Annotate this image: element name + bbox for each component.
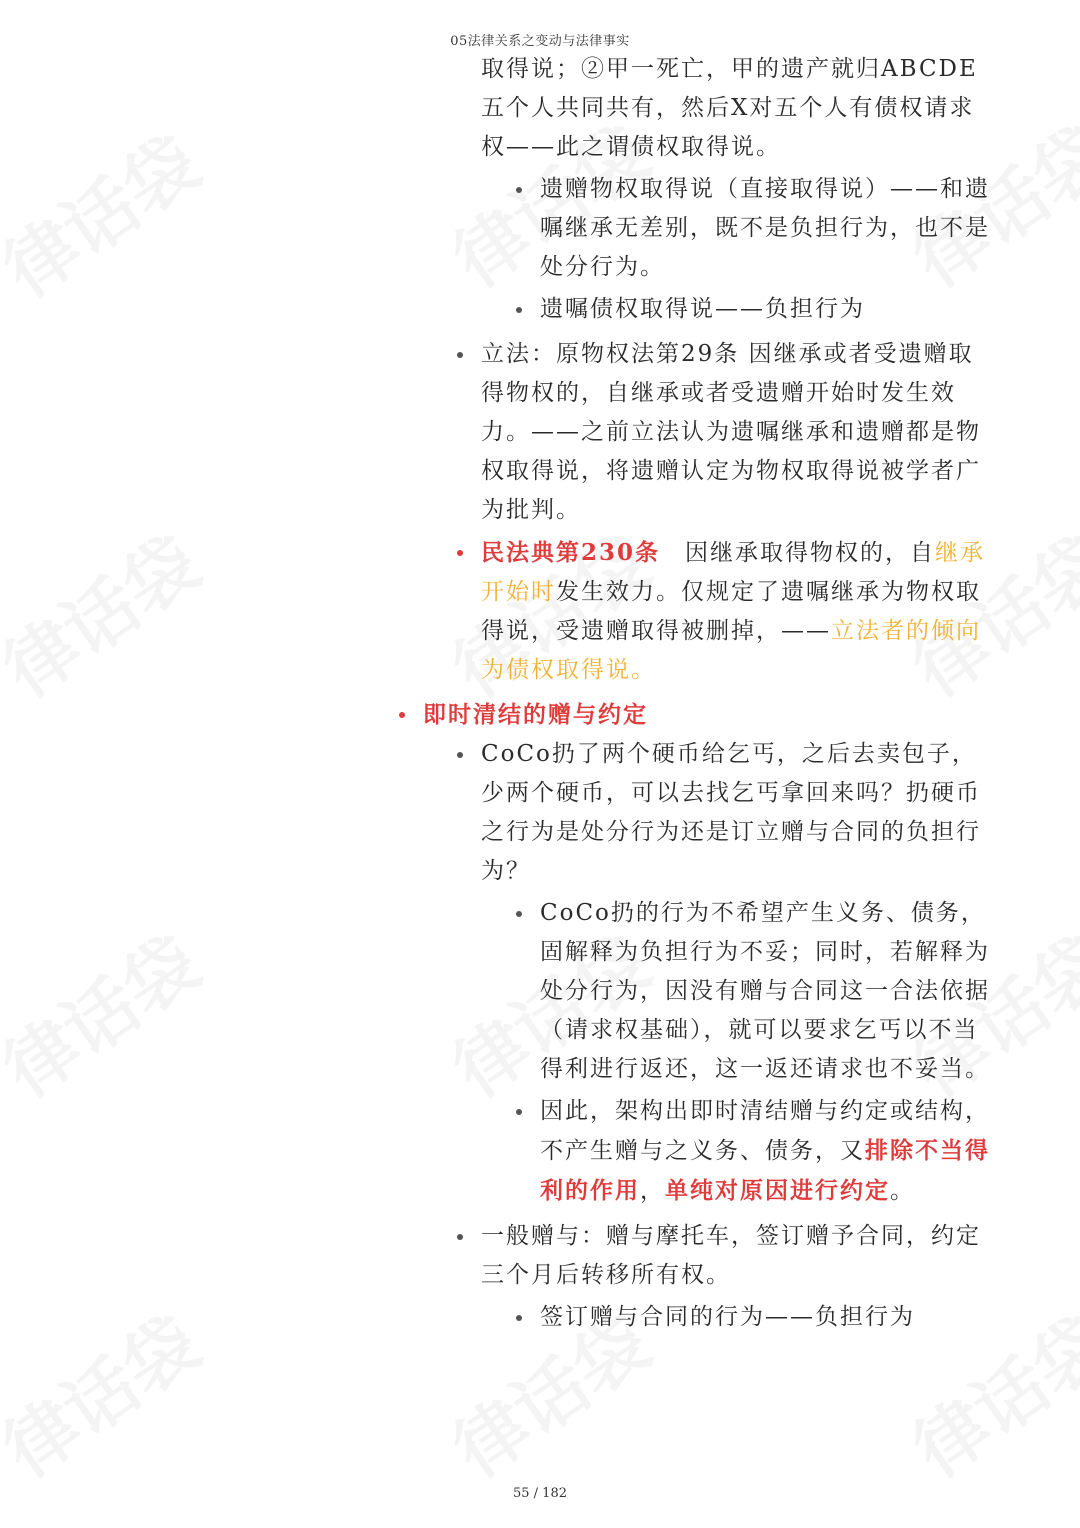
list-item bbox=[540, 170, 990, 287]
bullet-icon bbox=[399, 712, 405, 718]
list-item bbox=[481, 1217, 991, 1295]
list-item bbox=[540, 894, 990, 1089]
list-item-text: 遗嘱债权取得说——负担行为 bbox=[540, 296, 865, 322]
list-item bbox=[481, 533, 991, 690]
text-span: ， bbox=[640, 1178, 665, 1204]
paragraph-text: 取得说；②甲一死亡，甲的遗产就归ABCDE五个人共同共有，然后X对五个人有债权请求权——此之谓债权取得说。 bbox=[481, 56, 978, 160]
bullet-icon bbox=[516, 1109, 522, 1115]
highlight-red: 排除不当得利的作用 bbox=[540, 1137, 990, 1204]
section-heading: 即时清结的赠与约定 bbox=[423, 701, 648, 728]
list-item bbox=[540, 290, 990, 329]
list-item bbox=[481, 735, 991, 891]
list-item-text: 签订赠与合同的行为——负担行为 bbox=[540, 1304, 915, 1330]
highlight-gold: 继承开始时 bbox=[481, 540, 986, 605]
list-item-text: CoCo扔的行为不希望产生义务、债务，固解释为负担行为不妥；同时，若解释为处分行为，因没有赠与合同这一合法依据（请求权基础），就可以要求乞丐以不当得利进行返还，这一返还请求也不妥当。 bbox=[540, 900, 990, 1082]
text-span: 因继承取得物权的，自 bbox=[660, 540, 936, 566]
page-number: 55 / 182 bbox=[513, 1486, 567, 1501]
list-item-text bbox=[481, 533, 991, 690]
list-item bbox=[540, 1298, 990, 1337]
bullet-icon bbox=[516, 911, 522, 917]
bullet-icon bbox=[516, 1315, 522, 1321]
bullet-icon bbox=[516, 307, 522, 313]
bullet-icon bbox=[457, 752, 463, 758]
highlight-red: 单纯对原因进行约定 bbox=[665, 1177, 890, 1204]
bullet-icon bbox=[457, 550, 463, 556]
list-item-text bbox=[540, 1092, 990, 1211]
list-item-heading bbox=[423, 695, 983, 734]
highlight-gold: 立法者的倾向为债权取得说。 bbox=[481, 618, 981, 683]
bullet-icon bbox=[457, 1234, 463, 1240]
document-body bbox=[0, 50, 1080, 1337]
list-item bbox=[481, 335, 991, 530]
continuation-paragraph bbox=[481, 50, 991, 167]
text-span: 发生效力。仅规定了遗嘱继承为物权取得说，受遗赠取得被删掉，—— bbox=[481, 579, 981, 644]
text-span: 因此，架构出即时清结赠与约定或结构，不产生赠与之义务、债务，又 bbox=[540, 1098, 990, 1164]
list-item-text: 一般赠与：赠与摩托车，签订赠予合同，约定三个月后转移所有权。 bbox=[481, 1223, 981, 1288]
bullet-icon bbox=[457, 352, 463, 358]
page-header-title: 05法律关系之变动与法律事实 bbox=[450, 34, 630, 49]
bullet-icon bbox=[516, 187, 522, 193]
list-item-text: CoCo扔了两个硬币给乞丐，之后去卖包子，少两个硬币，可以去找乞丐拿回来吗？扔硬币之行为是处分行为还是订立赠与合同的负担行为？ bbox=[481, 741, 981, 884]
highlight-red: 民法典第230条 bbox=[481, 539, 661, 566]
list-item-text: 立法：原物权法第29条 因继承或者受遗赠取得物权的，自继承或者受遗赠开始时发生效力。——之前立法认为遗嘱继承和遗赠都是物权取得说，将遗赠认定为物权取得说被学者广为批判。 bbox=[481, 341, 981, 523]
list-item-text: 遗赠物权取得说（直接取得说）——和遗嘱继承无差别，既不是负担行为，也不是处分行为。 bbox=[540, 176, 990, 280]
text-span: 。 bbox=[890, 1178, 915, 1204]
list-item bbox=[540, 1092, 990, 1211]
